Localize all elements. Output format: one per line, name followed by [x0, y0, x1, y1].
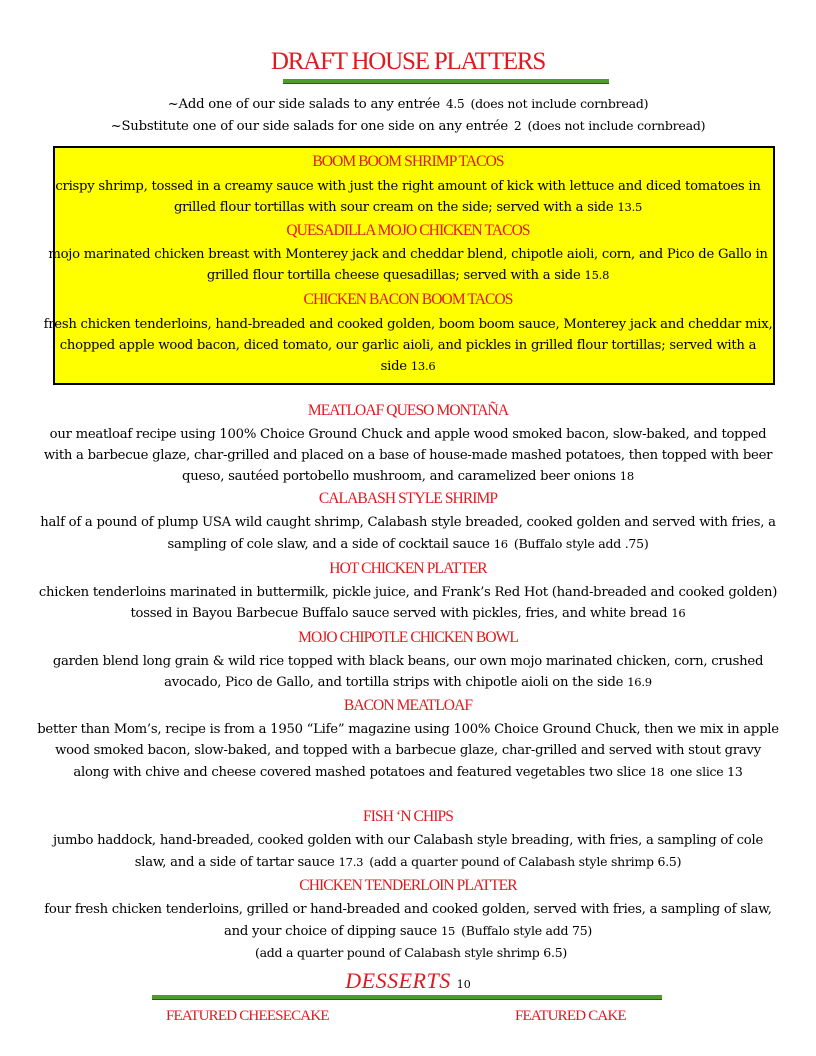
item-title: BACON MEATLOAF	[343, 697, 473, 714]
page-title: DRAFT HOUSE PLATTERS	[270, 48, 546, 75]
item-description: half of a pound of plump USA wild caught shrimp, Calabash style breaded, cooked golden and served with fries, a sampling of cole slaw, and a side of cocktail sauce 16 (Buffalo style add .75)	[40, 515, 776, 552]
desserts-underline	[152, 995, 662, 1000]
item-extra: (add a quarter pound of Calabash style shrimp 6.5)	[369, 854, 682, 869]
item-price: 15.8	[584, 268, 610, 282]
item-sub: two slice	[588, 765, 646, 780]
dessert-featured-cheesecake: FEATURED CHEESECAKE	[166, 1008, 329, 1024]
item-price: 13.6	[410, 359, 436, 373]
item-description: four fresh chicken tenderloins, grilled or hand-breaded and cooked golden, served with fries, a sampling of slaw, and your choice of dipping sauce 15 (Buffalo style add 75) (add a quarter pound of Calabash style shrimp 6.5)	[44, 902, 772, 960]
item-description: better than Mom’s, recipe is from a 1950 “Life” magazine using 100% Choice Ground Chuck, then we mix in apple wood smoked bacon, slow-baked, and topped with a barbecue glaze, char-grilled and served with stout gravy along with chive and cheese covered mashed potatoes and featured vegetables two slice 18 one slice 13	[37, 722, 779, 780]
item-title: MOJO CHIPOTLE CHICKEN BOWL	[298, 629, 518, 646]
item-title: BOOM BOOM SHRIMP TACOS	[312, 153, 504, 170]
item-extra: (Buffalo style add .75)	[513, 536, 649, 551]
item-description: our meatloaf recipe using 100% Choice Ground Chuck and apple wood smoked bacon, slow-baked, and topped with a barbecue glaze, char-grilled and placed on a base of house-made mashed potatoes, then topped with beer queso, sautéed portobello mushroom, and caramelized beer onions 18	[43, 427, 773, 484]
note-price: 4.5	[445, 97, 465, 111]
note-add-salad	[0, 96, 816, 112]
item-title: QUESADILLA MOJO CHICKEN TACOS	[286, 222, 530, 239]
item-extra: (Buffalo style add 75)	[461, 923, 593, 938]
note-text: ~Add one of our side salads to any entrée	[167, 97, 440, 112]
item-extra: one slice 13	[669, 764, 743, 779]
item-title: CHICKEN BACON BOOM TACOS	[303, 291, 513, 308]
desserts-header	[0, 968, 816, 994]
desserts-title: DESSERTS	[345, 968, 451, 993]
item-description: fresh chicken tenderloins, hand-breaded and cooked golden, boom boom sauce, Monterey jack and cheddar mix, chopped apple wood bacon, diced tomato, our garlic aioli, and pickles in grilled flour tortillas; served with a side 13.6	[43, 317, 773, 374]
item-title: MEATLOAF QUESO MONTAÑA	[307, 402, 509, 419]
item-price: 17.3	[338, 855, 364, 869]
item-price: 13.5	[617, 200, 643, 214]
note-substitute-salad	[0, 118, 816, 134]
note-text: ~Substitute one of our side salads for one side on any entrée	[110, 119, 509, 134]
item-price: 16	[493, 537, 508, 551]
item-price: 16	[671, 606, 686, 620]
item-price: 18	[649, 765, 664, 779]
item-price: 15	[440, 924, 456, 938]
item-description: mojo marinated chicken breast with Monterey jack and cheddar blend, chipotle aioli, corn, and Pico de Gallo in grilled flour tortilla cheese quesadillas; served with a side 15.8	[48, 247, 768, 283]
note-price: 2	[514, 119, 522, 133]
item-title: HOT CHICKEN PLATTER	[329, 560, 487, 577]
item-description: crispy shrimp, tossed in a creamy sauce with just the right amount of kick with lettuce and diced tomatoes in grilled flour tortillas with sour cream on the side; served with a side 13.5	[55, 179, 761, 215]
item-price: 18	[619, 469, 634, 483]
item-description: chicken tenderloins marinated in buttermilk, pickle juice, and Frank’s Red Hot (hand-breaded and cooked golden) tossed in Bayou Barbecue Buffalo sauce served with pickles, fries, and white bread 16	[38, 585, 778, 621]
item-title: CHICKEN TENDERLOIN PLATTER	[299, 877, 517, 894]
item-title: CALABASH STYLE SHRIMP	[318, 490, 498, 507]
desserts-price: 10	[456, 978, 471, 991]
dessert-featured-cake: FEATURED CAKE	[515, 1008, 626, 1024]
item-extra-2: (add a quarter pound of Calabash style shrimp 6.5)	[254, 945, 568, 960]
item-description: jumbo haddock, hand-breaded, cooked golden with our Calabash style breading, with fries, a sampling of cole slaw, and a side of tartar sauce 17.3 (add a quarter pound of Calabash style shrimp 6.5)	[52, 833, 764, 870]
title-underline	[283, 79, 609, 84]
note-paren: (does not include cornbread)	[527, 118, 706, 133]
item-title: FISH ‘N CHIPS	[363, 808, 453, 825]
note-paren: (does not include cornbread)	[470, 96, 649, 111]
item-description: garden blend long grain & wild rice topped with black beans, our own mojo marinated chicken, corn, crushed avocado, Pico de Gallo, and tortilla strips with chipotle aioli on the side 16.9	[52, 654, 764, 690]
item-price: 16.9	[627, 675, 652, 689]
